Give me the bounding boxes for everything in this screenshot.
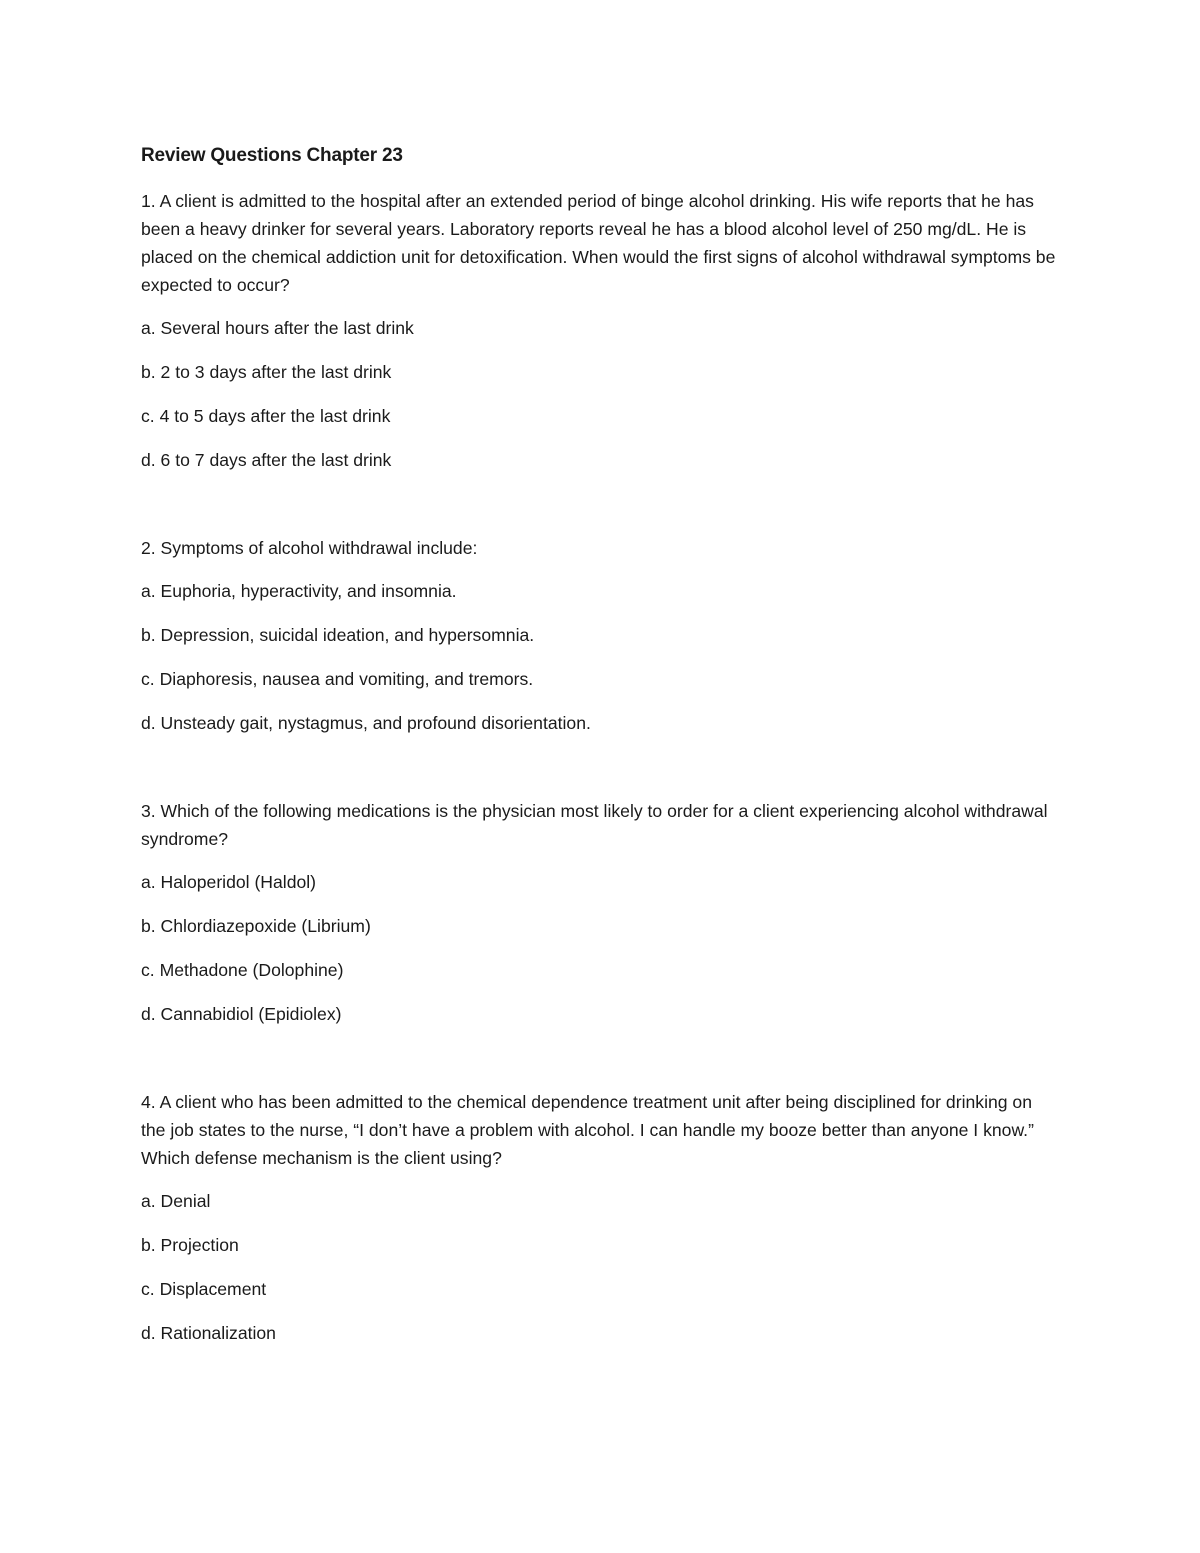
question-stem: 3. Which of the following medications is the physician most likely to order for a client experiencing alcohol withdrawal syndrome?	[141, 801, 1048, 849]
answer-option-d: d. Rationalization	[141, 1323, 276, 1343]
answer-option-a: a. Euphoria, hyperactivity, and insomnia.	[141, 581, 457, 601]
answer-option-b: b. Projection	[141, 1235, 239, 1255]
question-stem: 4. A client who has been admitted to the chemical dependence treatment unit after being disciplined for drinking on the job states to the nurse, “I don’t have a problem with alcohol. I can handle my booze better than anyone I know.” Which defense mechanism is the client using?	[141, 1092, 1034, 1168]
answer-option-d: d. 6 to 7 days after the last drink	[141, 450, 392, 470]
question-3	[141, 797, 1061, 1028]
answer-option-c: c. Diaphoresis, nausea and vomiting, and tremors.	[141, 669, 534, 689]
answer-option-d: d. Unsteady gait, nystagmus, and profound disorientation.	[141, 713, 591, 733]
answer-option-b: b. Depression, suicidal ideation, and hypersomnia.	[141, 625, 535, 645]
answer-option-c: c. Methadone (Dolophine)	[141, 960, 344, 980]
question-stem: 2. Symptoms of alcohol withdrawal include:	[141, 538, 478, 558]
answer-option-c: c. Displacement	[141, 1279, 267, 1299]
question-spacer	[141, 490, 1061, 534]
answer-option-a: a. Denial	[141, 1191, 211, 1211]
document-content	[141, 143, 1061, 1363]
question-1	[141, 187, 1061, 474]
page-title: Review Questions Chapter 23	[141, 145, 403, 166]
answer-option-c: c. 4 to 5 days after the last drink	[141, 406, 391, 426]
answer-option-b: b. Chlordiazepoxide (Librium)	[141, 916, 371, 936]
question-4	[141, 1088, 1061, 1347]
answer-option-b: b. 2 to 3 days after the last drink	[141, 362, 392, 382]
answer-option-a: a. Haloperidol (Haldol)	[141, 872, 317, 892]
question-spacer	[141, 753, 1061, 797]
answer-option-a: a. Several hours after the last drink	[141, 318, 414, 338]
answer-option-d: d. Cannabidiol (Epidiolex)	[141, 1004, 342, 1024]
question-stem: 1. A client is admitted to the hospital after an extended period of binge alcohol drinking. His wife reports that he has been a heavy drinker for several years. Laboratory reports reveal he has a blood alcohol level of 250 mg/dL. He is placed on the chemical addiction unit for detoxification. When would the first signs of alcohol withdrawal symptoms be expected to occur?	[141, 191, 1056, 295]
question-2	[141, 534, 1061, 737]
question-spacer	[141, 1044, 1061, 1088]
